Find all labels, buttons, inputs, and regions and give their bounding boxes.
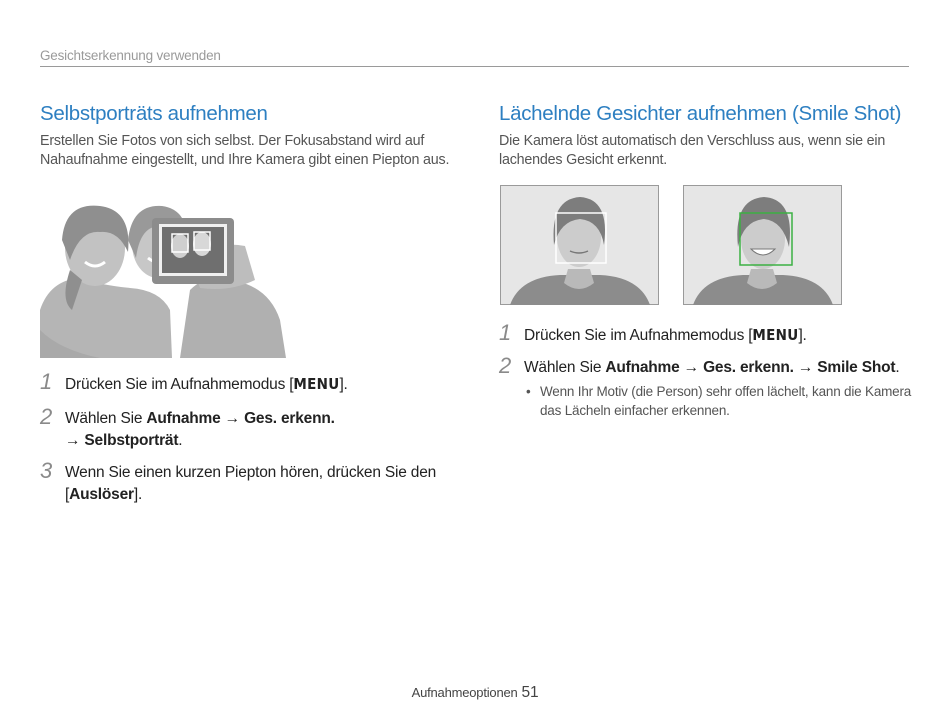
- hint-item: • Wenn Ihr Motiv (die Person) sehr offen lächelt, kann die Kamera das Lächeln einfacher erkennen.: [524, 382, 929, 420]
- arrow: →: [793, 359, 818, 376]
- shutter-key: Auslöser: [69, 486, 134, 503]
- menu-path-smile-shot: Smile Shot: [817, 359, 896, 376]
- arrow: →: [679, 359, 704, 376]
- arrow: →: [65, 432, 85, 449]
- step-text: Drücken Sie im Aufnahmemodus [: [524, 327, 753, 344]
- step-number: 1: [40, 369, 53, 394]
- step-text: ].: [339, 376, 348, 393]
- menu-path-selbstportraet: Selbstporträt: [84, 432, 179, 449]
- menu-key: MENU: [752, 326, 799, 344]
- left-step-1: [40, 369, 460, 396]
- footer-label: Aufnahmeoptionen: [411, 685, 518, 700]
- menu-path-ges-erkenn: Ges. erkenn.: [703, 359, 794, 376]
- step-number: 3: [40, 458, 53, 483]
- step-text: Drücken Sie im Aufnahmemodus [: [65, 376, 294, 393]
- section-header: [40, 48, 909, 67]
- hint-list: [524, 382, 929, 420]
- left-heading: Selbstporträts aufnehmen: [40, 102, 268, 125]
- left-intro: Erstellen Sie Fotos von sich selbst. Der Fokusabstand wird auf Nahaufnahme eingestellt, und Ihre Kamera gibt einen Piepton aus.: [40, 133, 450, 168]
- step-text: ].: [798, 327, 807, 344]
- right-step-1: [499, 320, 929, 347]
- left-step-2: [40, 404, 460, 452]
- menu-path-ges-erkenn: Ges. erkenn.: [244, 410, 335, 427]
- step-text: .: [178, 432, 183, 449]
- right-intro: Die Kamera löst automatisch den Verschluss aus, wenn sie ein lachendes Gesicht erkennt.: [499, 133, 886, 168]
- step-number: 2: [499, 353, 512, 378]
- menu-path-aufnahme: Aufnahme: [146, 410, 221, 427]
- left-step-3: [40, 458, 460, 506]
- left-column: [40, 100, 455, 170]
- menu-path-aufnahme: Aufnahme: [605, 359, 680, 376]
- page-footer: [0, 684, 950, 702]
- arrow: →: [220, 410, 245, 427]
- right-step-2: [499, 353, 929, 420]
- neutral-face-example: [500, 185, 659, 305]
- left-steps: [40, 369, 460, 506]
- step-text: .: [895, 359, 900, 376]
- step-text: Wenn Sie einen kurzen Piepton hören, drücken Sie den [: [65, 464, 437, 503]
- step-text: Wählen Sie: [524, 359, 606, 376]
- right-heading: Lächelnde Gesichter aufnehmen (Smile Shot): [499, 102, 902, 125]
- step-number: 1: [499, 320, 512, 345]
- step-text: Wählen Sie: [65, 410, 147, 427]
- right-column: [499, 100, 914, 170]
- smile-face-example: [683, 185, 842, 305]
- right-steps: [499, 320, 929, 420]
- selfie-illustration: [40, 200, 286, 358]
- section-title: Gesichtserkennung verwenden: [40, 48, 221, 63]
- page-number: 51: [521, 684, 539, 701]
- step-text: ].: [133, 486, 143, 503]
- menu-key: MENU: [293, 375, 340, 393]
- step-number: 2: [40, 404, 53, 429]
